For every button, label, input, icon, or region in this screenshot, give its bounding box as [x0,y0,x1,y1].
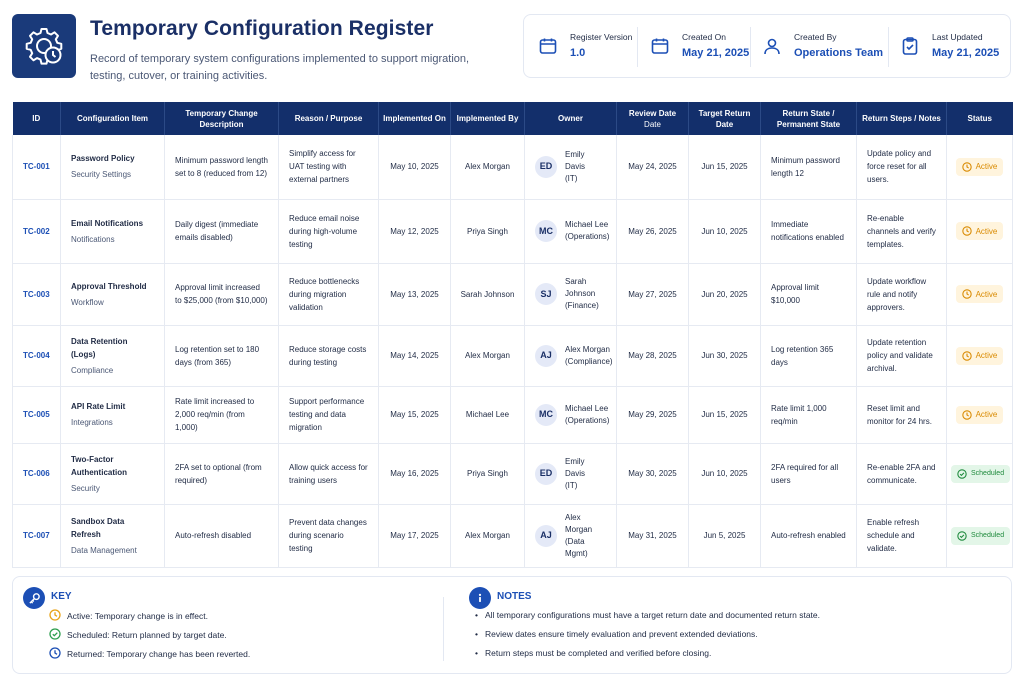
config-item-name: Two-Factor Authentication [71,454,127,477]
meta-value: Operations Team [794,46,884,59]
meta-created-by [760,15,883,77]
meta-label: Created By [794,31,837,42]
owner-cell [525,199,617,263]
table-row[interactable] [13,504,1013,567]
status-label: Scheduled [971,532,1005,539]
table-row[interactable] [13,263,1013,325]
owner-dept: (Operations) [565,232,610,241]
check-circle-icon [957,469,967,479]
key-icon [23,587,45,609]
config-item-cell [61,135,165,199]
meta-value: May 21, 2025 [932,46,1000,59]
review-header-label: Review Date [628,108,677,118]
config-item-name: Approval Threshold [71,281,147,291]
meta-divider [888,27,889,67]
return-steps: Re-enable 2FA and communicate. [857,443,947,504]
avatar: SJ [535,283,557,305]
panel-divider [443,597,444,661]
owner-name: Alex Morgan [565,344,610,354]
column-header-target[interactable]: Target Return Date [689,102,761,135]
reason-purpose: Support performance testing and data migration [279,386,379,443]
owner-info [565,344,613,368]
review-date: May 31, 2025 [617,504,689,567]
key-item-scheduled [49,628,227,641]
target-return-date: Jun 15, 2025 [689,386,761,443]
clipboard-check-icon [898,34,922,58]
status-badge [956,285,1004,303]
owner-dept: (Data Mgmt) [565,536,588,558]
change-description: Log retention set to 180 days (from 365) [165,325,279,386]
implemented-by: Priya Singh [451,443,525,504]
owner-dept: (IT) [565,480,578,490]
clock-icon [962,289,972,299]
column-header-review[interactable] [617,102,689,135]
history-icon [49,647,62,660]
status-label: Active [975,289,998,299]
avatar: ED [535,156,557,178]
implemented-by: Michael Lee [451,386,525,443]
register-table [12,102,1013,568]
owner-dept: (Compliance) [565,356,613,366]
status-cell [947,135,1013,199]
reason-purpose: Reduce email noise during high-volume testing [279,199,379,263]
reason-purpose: Reduce storage costs during testing [279,325,379,386]
change-description: Daily digest (immediate emails disabled) [165,199,279,263]
status-badge [956,222,1004,240]
table-header-row [13,102,1013,135]
target-return-date: Jun 10, 2025 [689,443,761,504]
column-header-owner[interactable]: Owner [525,102,617,135]
implemented-by: Alex Morgan [451,504,525,567]
status-label: Active [975,410,998,419]
note-item: • Review dates ensure timely evaluation and prevent extended deviations. [485,629,758,639]
implemented-on: May 13, 2025 [379,263,451,325]
change-description: 2FA set to optional (from required) [165,443,279,504]
config-item-category: Security Settings [71,170,132,180]
owner-dept: (Operations) [565,415,610,425]
owner-info [565,403,609,427]
meta-divider [637,27,638,67]
config-item-cell [61,325,165,386]
change-description: Approval limit increased to $25,000 (from $10,000) [165,263,279,325]
config-id[interactable]: TC-006 [13,443,61,504]
return-state: Approval limit $10,000 [761,263,857,325]
meta-value: 1.0 [570,46,586,59]
config-item-cell [61,443,165,504]
owner-info [565,512,606,560]
implemented-by: Priya Singh [451,199,525,263]
reason-purpose: Prevent data changes during scenario testing [279,504,379,567]
clock-icon [962,410,972,420]
target-return-date: Jun 10, 2025 [689,199,761,263]
implemented-on: May 14, 2025 [379,325,451,386]
return-steps: Update retention policy and validate archival. [857,325,947,386]
config-item-category: Integrations [71,418,113,427]
clock-icon [962,351,972,361]
avatar: AJ [535,345,557,367]
meta-last-updated [898,15,999,77]
status-cell [947,199,1013,263]
meta-divider [750,27,751,67]
change-description: Minimum password length set to 8 (reduced from 12) [165,135,279,199]
table-row[interactable] [13,386,1013,443]
column-header-item[interactable]: Configuration Item [61,102,165,135]
status-cell [947,504,1013,567]
column-header-implemented-by[interactable]: Implemented By [451,102,525,135]
status-cell [947,386,1013,443]
implemented-on: May 15, 2025 [379,386,451,443]
status-label: Scheduled [971,470,1005,477]
note-item: • Return steps must be completed and verified before closing. [485,648,711,658]
config-item-category: Security [71,483,100,493]
owner-info [565,276,606,312]
meta-register-version [536,15,632,77]
config-item-name: Sandbox Data Refresh [71,516,125,539]
column-header-status[interactable]: Status [947,102,1013,135]
config-item-category: Data Management [71,545,137,555]
check-circle-icon [49,628,62,641]
clock-icon [49,609,62,622]
table-row[interactable] [13,199,1013,263]
config-id[interactable]: TC-003 [13,263,61,325]
status-cell [947,325,1013,386]
config-item-cell [61,386,165,443]
implemented-on: May 10, 2025 [379,135,451,199]
target-return-date: Jun 20, 2025 [689,263,761,325]
clock-icon [962,226,972,236]
owner-name: Sarah Johnson [565,277,596,298]
avatar: MC [535,404,557,426]
note-item: • All temporary configurations must have a target return date and documented return state. [485,610,820,620]
reason-purpose: Allow quick access for training users [279,443,379,504]
config-item-cell [61,504,165,567]
column-header-implemented-on[interactable]: Implemented On [379,102,451,135]
table-row[interactable] [13,443,1013,504]
status-cell [947,263,1013,325]
status-badge [951,465,1010,483]
owner-name: Emily Davis [565,456,586,478]
config-id[interactable]: TC-002 [13,199,61,263]
review-header-sub: Date [644,119,661,129]
key-item-active [49,609,208,622]
register-table-wrapper [12,102,1012,568]
owner-info [565,219,609,243]
return-state: Immediate notifications enabled [761,199,857,263]
target-return-date: Jun 5, 2025 [689,504,761,567]
config-item-name: Password Policy [71,154,135,164]
reason-purpose: Reduce bottlenecks during migration validation [279,263,379,325]
avatar: AJ [535,525,557,547]
review-date: May 27, 2025 [617,263,689,325]
status-label: Active [975,226,998,236]
implemented-on: May 16, 2025 [379,443,451,504]
return-steps: Update workflow rule and notify approvers. [857,263,947,325]
meta-label: Last Updated [932,31,983,42]
key-title: KEY [51,591,72,602]
key-item-label: Active: Temporary change is in effect. [67,610,208,621]
return-steps: Re-enable channels and verify templates. [857,199,947,263]
check-circle-icon [957,531,967,541]
avatar: ED [535,463,557,485]
key-item-returned [49,647,250,660]
config-item-cell [61,263,165,325]
config-item-name: Email Notifications [71,218,144,228]
owner-cell [525,504,617,567]
owner-info [565,149,606,185]
column-header-change[interactable]: Temporary Change Description [165,102,279,135]
column-header-return-state[interactable]: Return State / Permanent State [761,102,857,135]
page-title: Temporary Configuration Register [90,17,434,40]
gear-clock-icon [22,24,66,68]
column-header-return-steps[interactable]: Return Steps / Notes [857,102,947,135]
owner-cell [525,443,617,504]
config-item-category: Workflow [71,297,104,307]
column-header-reason[interactable]: Reason / Purpose [279,102,379,135]
calendar-icon [648,34,672,58]
review-date: May 30, 2025 [617,443,689,504]
owner-name: Emily Davis [565,149,586,171]
change-description: Rate limit increased to 2,000 req/min (from 1,000) [165,386,279,443]
page-subtitle: Record of temporary system configurations implemented to support migration, testing, cutover, or training activities. [90,53,470,82]
owner-name: Michael Lee [565,403,609,413]
status-cell [947,443,1013,504]
owner-cell [525,263,617,325]
owner-info [565,456,606,492]
owner-cell [525,325,617,386]
table-row[interactable] [13,325,1013,386]
change-description: Auto-refresh disabled [165,504,279,567]
review-date: May 29, 2025 [617,386,689,443]
notes-title: NOTES [497,591,532,602]
return-state: 2FA required for all users [761,443,857,504]
owner-cell [525,386,617,443]
review-date: May 26, 2025 [617,199,689,263]
status-badge [956,406,1004,424]
meta-label: Created On [682,31,726,42]
user-icon [760,34,784,58]
status-label: Active [975,351,998,360]
reason-purpose: Simplify access for UAT testing with external partners [279,135,379,199]
implemented-by: Sarah Johnson [451,263,525,325]
meta-label: Register Version [570,31,633,42]
config-item-name: Data Retention (Logs) [71,336,128,359]
config-item-category: Notifications [71,234,115,244]
return-state: Auto-refresh enabled [761,504,857,567]
owner-cell [525,135,617,199]
key-item-label: Returned: Temporary change has been reverted. [67,648,251,659]
calendar-icon [536,34,560,58]
key-item-label: Scheduled: Return planned by target date. [67,629,227,640]
config-id[interactable]: TC-005 [13,386,61,443]
key-notes-panel [12,576,1012,674]
implemented-on: May 12, 2025 [379,199,451,263]
meta-value: May 21, 2025 [682,46,750,59]
implemented-by: Alex Morgan [451,325,525,386]
return-steps: Enable refresh schedule and validate. [857,504,947,567]
config-item-name: API Rate Limit [71,402,126,411]
register-meta-card [523,14,1011,78]
owner-name: Michael Lee [565,220,609,229]
config-item-category: Compliance [71,365,114,375]
target-return-date: Jun 30, 2025 [689,325,761,386]
owner-dept: (IT) [565,173,578,183]
avatar: MC [535,220,557,242]
owner-dept: (Finance) [565,301,599,310]
return-state: Rate limit 1,000 req/min [761,386,857,443]
owner-name: Alex Morgan [565,512,593,534]
review-date: May 28, 2025 [617,325,689,386]
implemented-on: May 17, 2025 [379,504,451,567]
status-badge [956,347,1004,365]
config-id[interactable]: TC-001 [13,135,61,199]
meta-created-on [648,15,749,77]
return-steps: Reset limit and monitor for 24 hrs. [857,386,947,443]
return-state: Log retention 365 days [761,325,857,386]
status-badge [951,527,1010,545]
config-item-cell [61,199,165,263]
config-id[interactable]: TC-007 [13,504,61,567]
app-logo [12,14,76,78]
return-state: Minimum password length 12 [761,135,857,199]
status-badge [956,158,1004,176]
config-id[interactable]: TC-004 [13,325,61,386]
return-steps: Update policy and force reset for all users. [857,135,947,199]
column-header-id[interactable]: ID [13,102,61,135]
implemented-by: Alex Morgan [451,135,525,199]
target-return-date: Jun 15, 2025 [689,135,761,199]
info-icon [469,587,491,609]
review-date: May 24, 2025 [617,135,689,199]
clock-icon [962,162,972,172]
table-row[interactable] [13,135,1013,199]
status-label: Active [975,162,998,172]
